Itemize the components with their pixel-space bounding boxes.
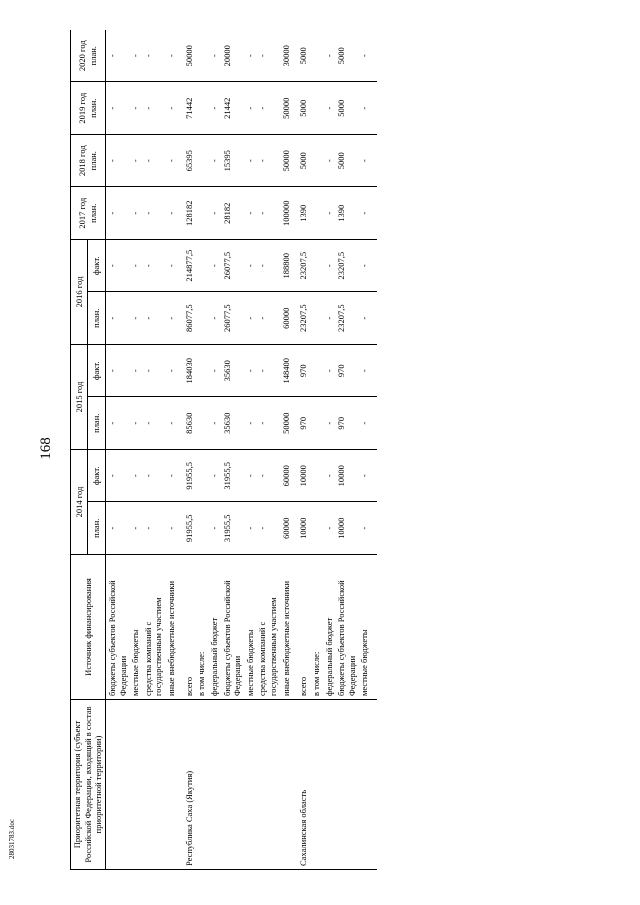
value-cell: - xyxy=(358,449,371,502)
value-cell: - xyxy=(323,344,336,397)
value-cell: - xyxy=(105,397,129,450)
value-cell: 10000 xyxy=(335,449,358,502)
source-cell: средства компаний с государственным участием xyxy=(256,555,279,700)
value-cell xyxy=(310,502,323,555)
value-cell: - xyxy=(105,344,129,397)
filler-cell xyxy=(371,700,377,870)
value-cell: - xyxy=(142,502,165,555)
source-cell: бюджеты субъектов Российской Федерации xyxy=(335,555,358,700)
value-cell: 21442 xyxy=(221,82,244,135)
value-cell: 10000 xyxy=(292,502,310,555)
financing-table xyxy=(70,30,377,870)
value-cell: - xyxy=(256,187,279,240)
value-cell: 31955,5 xyxy=(221,449,244,502)
value-cell: - xyxy=(208,344,221,397)
value-cell: - xyxy=(142,397,165,450)
value-cell xyxy=(195,134,208,187)
territory-cell xyxy=(323,700,336,870)
table-row xyxy=(195,30,208,870)
filler-cell xyxy=(371,239,377,292)
territory-cell xyxy=(195,700,208,870)
value-cell: - xyxy=(323,239,336,292)
header-2015-fact: факт. xyxy=(88,344,105,397)
header-2016-fact: факт. xyxy=(88,239,105,292)
value-cell: - xyxy=(358,397,371,450)
value-cell: 50000 xyxy=(280,134,293,187)
value-cell: - xyxy=(142,82,165,135)
value-cell xyxy=(195,30,208,82)
value-cell: - xyxy=(323,449,336,502)
table-row xyxy=(165,30,178,870)
value-cell xyxy=(310,187,323,240)
header-source: Источник финансирования xyxy=(71,555,106,700)
header-2014-fact: факт. xyxy=(88,449,105,502)
value-cell: - xyxy=(323,134,336,187)
header-year-2015: 2015 год xyxy=(71,344,88,449)
value-cell: - xyxy=(165,292,178,345)
value-cell xyxy=(310,239,323,292)
value-cell: 50000 xyxy=(178,30,196,82)
header-2014-plan: план. xyxy=(88,502,105,555)
value-cell: - xyxy=(256,502,279,555)
document-code: 2803178З.doc xyxy=(7,819,16,859)
table-row xyxy=(221,30,244,870)
value-cell: 65395 xyxy=(178,134,196,187)
header-2018-plan: 2018 год план. xyxy=(71,134,106,187)
territory-cell xyxy=(208,700,221,870)
value-cell xyxy=(310,449,323,502)
filler-cell xyxy=(371,555,377,700)
value-cell: - xyxy=(129,30,142,82)
table-row xyxy=(244,30,257,870)
value-cell: 60000 xyxy=(280,292,293,345)
value-cell: - xyxy=(358,134,371,187)
table-row xyxy=(280,30,293,870)
territory-cell xyxy=(165,700,178,870)
table-row xyxy=(310,30,323,870)
value-cell: 5000 xyxy=(292,134,310,187)
header-2019-plan: 2019 год план. xyxy=(71,82,106,135)
value-cell: 23207,5 xyxy=(335,292,358,345)
value-cell: 35630 xyxy=(221,344,244,397)
value-cell: - xyxy=(256,292,279,345)
territory-cell xyxy=(142,700,165,870)
value-cell: 1390 xyxy=(335,187,358,240)
territory-cell xyxy=(310,700,323,870)
source-cell: в том числе: xyxy=(195,555,208,700)
header-year-2016: 2016 год xyxy=(71,239,88,344)
value-cell: - xyxy=(105,502,129,555)
filler-cell xyxy=(371,397,377,450)
value-cell: - xyxy=(129,187,142,240)
source-cell: всего xyxy=(178,555,196,700)
value-cell: - xyxy=(142,30,165,82)
value-cell xyxy=(195,187,208,240)
value-cell: - xyxy=(208,30,221,82)
value-cell: - xyxy=(208,239,221,292)
value-cell: 23207,5 xyxy=(292,292,310,345)
value-cell: 91955,5 xyxy=(178,502,196,555)
value-cell: - xyxy=(165,502,178,555)
value-cell: 15395 xyxy=(221,134,244,187)
filler-cell xyxy=(371,449,377,502)
value-cell: - xyxy=(244,82,257,135)
value-cell: - xyxy=(208,187,221,240)
value-cell: - xyxy=(142,187,165,240)
value-cell: - xyxy=(323,502,336,555)
value-cell: - xyxy=(256,449,279,502)
value-cell: 91955,5 xyxy=(178,449,196,502)
value-cell: - xyxy=(165,449,178,502)
financing-table-container xyxy=(70,30,595,870)
source-cell: местные бюджеты xyxy=(129,555,142,700)
value-cell: - xyxy=(208,397,221,450)
value-cell: 188800 xyxy=(280,239,293,292)
table-row xyxy=(142,30,165,870)
table-row xyxy=(178,30,196,870)
value-cell xyxy=(195,239,208,292)
table-row xyxy=(208,30,221,870)
value-cell: - xyxy=(105,292,129,345)
value-cell: - xyxy=(105,239,129,292)
value-cell: 26077,5 xyxy=(221,239,244,292)
filler-cell xyxy=(371,134,377,187)
filler-cell xyxy=(371,344,377,397)
value-cell: - xyxy=(256,344,279,397)
value-cell: - xyxy=(256,134,279,187)
value-cell: 5000 xyxy=(335,82,358,135)
source-cell: средства компаний с государственным участием xyxy=(142,555,165,700)
value-cell: - xyxy=(244,344,257,397)
value-cell: 35630 xyxy=(221,397,244,450)
value-cell: 71442 xyxy=(178,82,196,135)
header-territory: Приоритетная территория (субъект Российской Федерации, входящий в состав приоритетной территории) xyxy=(71,700,106,870)
value-cell: 28182 xyxy=(221,187,244,240)
value-cell: - xyxy=(244,239,257,292)
value-cell: 30000 xyxy=(280,30,293,82)
value-cell: 970 xyxy=(335,397,358,450)
territory-cell xyxy=(221,700,244,870)
source-cell: иные внебюджетные источники xyxy=(280,555,293,700)
value-cell: 23207,5 xyxy=(335,239,358,292)
source-cell: местные бюджеты xyxy=(244,555,257,700)
value-cell: - xyxy=(165,239,178,292)
value-cell xyxy=(310,344,323,397)
header-2015-plan: план. xyxy=(88,397,105,450)
value-cell: 970 xyxy=(292,344,310,397)
territory-cell xyxy=(358,700,371,870)
value-cell: 50000 xyxy=(280,397,293,450)
value-cell: - xyxy=(323,82,336,135)
value-cell: - xyxy=(244,292,257,345)
territory-cell xyxy=(244,700,257,870)
value-cell: 5000 xyxy=(335,30,358,82)
territory-cell xyxy=(335,700,358,870)
value-cell: 10000 xyxy=(335,502,358,555)
value-cell xyxy=(310,30,323,82)
filler-cell xyxy=(371,82,377,135)
source-cell: бюджеты субъектов Российской Федерации xyxy=(105,555,129,700)
value-cell: 20000 xyxy=(221,30,244,82)
value-cell: - xyxy=(358,82,371,135)
value-cell: 86077,5 xyxy=(178,292,196,345)
table-row xyxy=(358,30,371,870)
value-cell: - xyxy=(165,397,178,450)
value-cell: 31955,5 xyxy=(221,502,244,555)
table-row xyxy=(129,30,142,870)
source-cell: иные внебюджетные источники xyxy=(165,555,178,700)
value-cell: - xyxy=(165,344,178,397)
value-cell: - xyxy=(256,397,279,450)
source-cell: федеральный бюджет xyxy=(208,555,221,700)
value-cell: - xyxy=(208,502,221,555)
value-cell: 148400 xyxy=(280,344,293,397)
value-cell xyxy=(195,82,208,135)
value-cell: - xyxy=(323,187,336,240)
value-cell xyxy=(310,292,323,345)
value-cell: 23207,5 xyxy=(292,239,310,292)
value-cell xyxy=(195,397,208,450)
value-cell: 85630 xyxy=(178,397,196,450)
territory-cell xyxy=(105,700,129,870)
table-bottom xyxy=(371,30,377,870)
value-cell: 970 xyxy=(335,344,358,397)
filler-cell xyxy=(371,502,377,555)
source-cell: местные бюджеты xyxy=(358,555,371,700)
value-cell: - xyxy=(256,82,279,135)
value-cell: - xyxy=(129,344,142,397)
value-cell: - xyxy=(142,239,165,292)
header-2017-plan: 2017 год план. xyxy=(71,187,106,240)
source-cell: в том числе: xyxy=(310,555,323,700)
value-cell: 5000 xyxy=(292,82,310,135)
value-cell xyxy=(310,397,323,450)
value-cell: - xyxy=(244,397,257,450)
value-cell: - xyxy=(244,30,257,82)
table-row xyxy=(292,30,310,870)
value-cell: - xyxy=(142,134,165,187)
value-cell: - xyxy=(358,187,371,240)
value-cell: 970 xyxy=(292,397,310,450)
source-cell: всего xyxy=(292,555,310,700)
value-cell: - xyxy=(244,502,257,555)
value-cell: - xyxy=(105,82,129,135)
table-row xyxy=(335,30,358,870)
value-cell: - xyxy=(105,30,129,82)
value-cell xyxy=(195,292,208,345)
value-cell xyxy=(310,82,323,135)
value-cell: - xyxy=(165,82,178,135)
value-cell xyxy=(195,502,208,555)
value-cell: - xyxy=(256,30,279,82)
value-cell: - xyxy=(129,292,142,345)
table-row xyxy=(323,30,336,870)
value-cell: - xyxy=(208,292,221,345)
value-cell: - xyxy=(358,502,371,555)
value-cell: - xyxy=(358,292,371,345)
value-cell: - xyxy=(129,502,142,555)
value-cell: 5000 xyxy=(292,30,310,82)
filler-cell xyxy=(371,187,377,240)
header-year-2014: 2014 год xyxy=(71,449,88,554)
value-cell: - xyxy=(358,344,371,397)
value-cell: 5000 xyxy=(335,134,358,187)
value-cell xyxy=(195,344,208,397)
value-cell: - xyxy=(256,239,279,292)
value-cell: - xyxy=(244,134,257,187)
page-number: 168 xyxy=(37,437,54,460)
value-cell xyxy=(310,134,323,187)
value-cell: - xyxy=(129,82,142,135)
value-cell: 1390 xyxy=(292,187,310,240)
table-row xyxy=(105,30,129,870)
header-2020-plan: 2020 год план. xyxy=(71,30,106,82)
value-cell: - xyxy=(165,134,178,187)
territory-cell xyxy=(280,700,293,870)
value-cell: 26077,5 xyxy=(221,292,244,345)
filler-cell xyxy=(371,292,377,345)
value-cell: 60000 xyxy=(280,502,293,555)
territory-cell xyxy=(256,700,279,870)
value-cell: - xyxy=(142,292,165,345)
value-cell: 214877,5 xyxy=(178,239,196,292)
value-cell: - xyxy=(208,449,221,502)
value-cell: - xyxy=(244,187,257,240)
value-cell: - xyxy=(323,397,336,450)
value-cell: - xyxy=(129,134,142,187)
value-cell: - xyxy=(129,239,142,292)
value-cell: - xyxy=(105,449,129,502)
value-cell: 184030 xyxy=(178,344,196,397)
value-cell: - xyxy=(244,449,257,502)
territory-cell: Сахалинская область xyxy=(292,700,310,870)
value-cell: 128182 xyxy=(178,187,196,240)
table-row xyxy=(256,30,279,870)
value-cell: - xyxy=(129,449,142,502)
value-cell: - xyxy=(165,187,178,240)
value-cell: 60000 xyxy=(280,449,293,502)
value-cell xyxy=(195,449,208,502)
territory-cell xyxy=(129,700,142,870)
value-cell: - xyxy=(105,187,129,240)
territory-cell: Республика Саха (Якутия) xyxy=(178,700,196,870)
table-body xyxy=(105,30,377,870)
value-cell: - xyxy=(323,292,336,345)
rotated-table xyxy=(70,30,595,870)
value-cell: - xyxy=(165,30,178,82)
table-header xyxy=(71,30,106,870)
value-cell: - xyxy=(358,239,371,292)
source-cell: бюджеты субъектов Российской Федерации xyxy=(221,555,244,700)
filler-cell xyxy=(371,30,377,82)
value-cell: 10000 xyxy=(292,449,310,502)
source-cell: федеральный бюджет xyxy=(323,555,336,700)
value-cell: 50000 xyxy=(280,82,293,135)
value-cell: - xyxy=(208,82,221,135)
value-cell: - xyxy=(129,397,142,450)
value-cell: - xyxy=(323,30,336,82)
value-cell: - xyxy=(208,134,221,187)
value-cell: 100000 xyxy=(280,187,293,240)
header-2016-plan: план. xyxy=(88,292,105,345)
value-cell: - xyxy=(142,449,165,502)
value-cell: - xyxy=(358,30,371,82)
value-cell: - xyxy=(105,134,129,187)
value-cell: - xyxy=(142,344,165,397)
